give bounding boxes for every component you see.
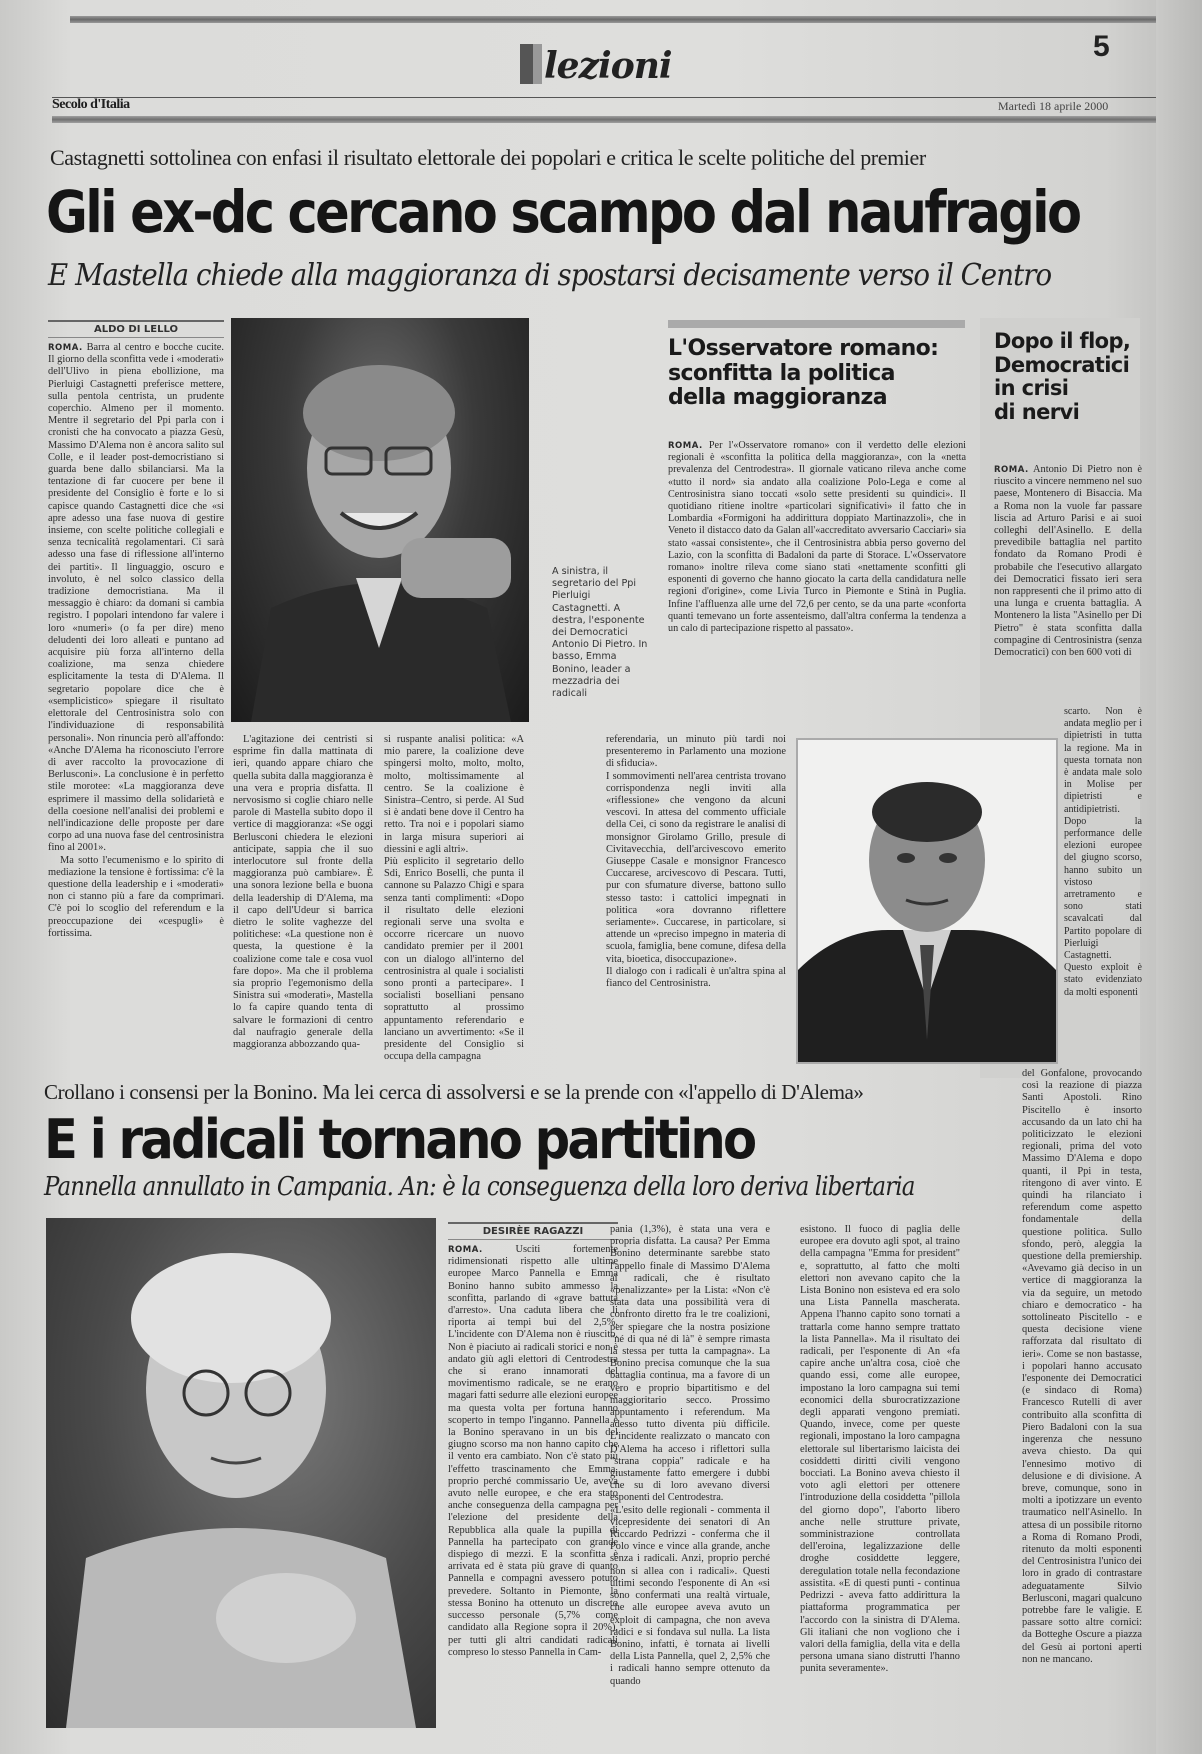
democratici-text-top: Antonio Di Pietro non è riuscito a vincere nemmeno nel suo paese, Montenero di Bisaccia. Ma a Roma non la vuole far passare liscia ad Arturo Parisi e ai suoi colleghi dell'Asinello. E della prevedibile battaglia nel partito fondato da Romano Prodi è probabile che l'esecutivo allargato dei Democratici fissato ieri sera non rappresenti che il primo atto di una lunga e cruenta battaglia. A Montenero la lista "Asinello per Di Pietro" è stata sconfitta dalla compagine di Centrosinistra (senza Democratici) con ben 600 voti di xyxy=(994,464,1142,659)
photo-bonino xyxy=(46,1218,436,1728)
photo-castagnetti xyxy=(231,318,529,722)
article2-byline: DESIRÈE RAGAZZI xyxy=(448,1222,618,1240)
photo-di-pietro-illustration xyxy=(798,740,1056,1062)
article2-deck: Pannella annullato in Campania. An: è la conseguenza della loro deriva libertaria xyxy=(44,1172,915,1202)
page-number: 5 xyxy=(1093,30,1110,63)
osservatore-body xyxy=(668,440,966,678)
article2-headline: E i radicali tornano partitino xyxy=(44,1108,755,1171)
article2-kicker: Crollano i consensi per la Bonino. Ma lei cerca di assolversi e se la prende con «l'appello di D'Alema» xyxy=(44,1080,864,1104)
masthead-bottom-rule xyxy=(52,116,1156,123)
masthead-thin-rule xyxy=(52,97,1156,98)
photo-caption: A sinistra, il segretario del Ppi Pierluigi Castagnetti. A destra, l'esponente dei Democratici Antonio Di Pietro. In basso, Emma Bonino, leader a mezzadria dei radicali xyxy=(552,566,648,700)
democratici-body-bottom: del Gonfalone, provocando così la reazione di piazza Santi Apostoli. Rino Piscitello è insorto accusando da un lato chi ha politicizzato le elezioni regionali, prima del voto Massimo D'Alema e dopo quanti, il Ppi in testa, ritengono di aver vinto. E quindi ha rilanciato i referendum come aspetto fondamentale della questione politica. Sullo sfondo, però, aleggia la questione della premiership. «Avevamo già deciso in un vertice di maggioranza la via da seguire, un metodo chiaro e democratico - ha sottolineato Piscitello - e questa decisione viene rafforzata dal risultato di ieri». Come se non bastasse, i popolari hanno accusato l'esponente dei Democratici (e sindaco di Roma) Francesco Rutelli di aver contribuito alla sconfitta di Piero Badaloni con la sua ingerenza che nessuno aveva chiesto. Da qui l'ennesimo motivo di delusione e di divisione. A breve, comunque, sono in molti a ipotizzare un evento traumatico nell'Asinello. In attesa di un possibile ritorno a Roma di Romano Prodi, ritenuto da molti esponenti del Centrosinistra l'unico dei loro in grado di contrastare adeguatamente Silvio Berlusconi, magari qualcuno potrebbe fare le valigie. E passare sotto altre cornici: da Botteghe Oscure a piazza del Gesù ai portoni aperti non ne mancano. xyxy=(1022,1068,1142,1665)
article1-headline: Gli ex-dc cercano scampo dal naufragio xyxy=(46,178,1080,246)
article1-column-1 xyxy=(48,342,224,1040)
democratici-headline-line: Democratici xyxy=(994,352,1130,377)
democratici-body-top xyxy=(994,464,1142,704)
article1-byline: ALDO DI LELLO xyxy=(48,320,224,338)
osservatore-text: Per l'«Osservatore romano» con il verdetto delle elezioni regionali è «sconfitta la politica della maggioranza», con la «netta prevalenza del Centrodestra». Il giornale vaticano rileva anche come «tutto il nord» sia andato alla coalizione Polo-Lega e come al Centrosinistra siano toccati «solo sette presidenti su quindici». Il quotidiano ritiene inoltre «particolari significativi» il fatto che in Lombardia «Formigoni ha addirittura doppiato Martinazzoli», che in Veneto il distacco dato da Galan all'«accreditato avversario Cacciari» sia stato «assai consistente», che il Centrosinistra abbia perso governo del Lazio, con la sconfitta di Badaloni da parte di Storace. L'«Osservatore romano» inoltre rileva come siano stati «nettamente sconfitti gli esponenti di governo che hanno giocato la carta della candidatura nelle regioni d'origine», come Livia Turco in Piemonte e Stinà in Puglia. Infine l'affluenza alle urne del 72,6 per cento, se da una parte «conforta quanti temevano un forte assenteismo, dall'altra conferma la tendenza a un calo di partecipazione rispetto al passato». xyxy=(668,440,967,635)
photo-castagnetti-illustration xyxy=(231,318,529,722)
osservatore-headline-line: sconfitta la politica xyxy=(668,360,895,386)
article1-kicker: Castagnetti sottolinea con enfasi il risultato elettorale dei popolari e critica le scelte politiche del premier xyxy=(50,145,926,170)
democratici-headline-line: Dopo il flop, xyxy=(994,329,1131,353)
article1-deck: E Mastella chiede alla maggioranza di spostarsi decisamente verso il Centro xyxy=(48,258,1052,293)
article2-dateline: ROMA. xyxy=(448,1245,483,1255)
photo-bonino-illustration xyxy=(46,1218,436,1728)
democratici-body-narrow: scarto. Non è andata meglio per i dipietristi in tutta la regione. Ma in questa tornata non è andata male solo in Molise per dipietristi e antidipietristi. Dopo la performance delle elezioni europee del giugno scorso, hanno subito un vistoso arretramento e sono stati scavalcati dal Partito popolare di Pierluigi Castagnetti. Questo exploit è stato evidenziato da molti esponenti xyxy=(1064,706,1142,998)
article1-col1-text-b: Il segretario popolare dice che è «semplicistico» spiegare il risultato elettorale del Centrosinistra solo con l'individuazione di responsabilità personali». Non rinuncia però all'affondo: «Anche D'Alema ha riconosciuto l'errore di aver raccolto la provocazione di Berlusconi». La conclusione è in perfetto stile morotee: «La maggioranza deve esprimere il massimo della solidarietà e della coesione nell'analisi dei problemi e nell'indicazione delle proposte per dare corpo ad una nuova fase del centrosinistra fino al 2001». xyxy=(48,671,224,854)
article1-dateline: ROMA. xyxy=(48,343,83,353)
article1-col1-text-a: Barra al centro e bocche cucite. Il giorno della sconfitta vede i «moderati» dell'Ulivo in piena ebollizione, ma Pierluigi Castagnetti preferisce mettere, sulla pentola centrista, un prudente coperchio. Almeno per il momento. Mentre il segretario del Ppi parla con i cronisti che ha convocato a piazza Gesù, Massimo D'Alema non è ancora salito sul Colle, e il leader post-democristiano si guarda bene dallo sbilanciarsi. Ma la tentazione di far cuocere per bene il presidente del Consiglio è forte e lo si capisce quando Castagnetti dice che «si apre adesso una fase nuova di gestire insieme, con scelte politiche collegiali e senza tecnicalità regolamentari. Ci sarà adesso una fase di riflessione all'interno dei partiti». Il linguaggio, oscuro e involuto, è nel solco classico della tradizione democristiana. Ma il messaggio è chiaro: da domani si cambia registro. I popolari intendono far valere i loro «numeri» (o fa per dire) meno deludenti dei loro alleati e puntano ad acquisire più forza all'interno della coalizione, ma senza chiedere esplicitamente la testa di D'Alema. xyxy=(48,342,224,683)
osservatore-dateline: ROMA. xyxy=(668,441,703,451)
democratici-headline-line: di nervi xyxy=(994,399,1080,424)
article1-col1-text-c: Ma sotto l'ecumenismo e lo spirito di mediazione la tensione è fortissima: c'è la questione della leadership e i «moderati» non ci stanno più a fare da comprimari. C'è poi lo scoglio del referendum e la preoccupazione dei «cespugli» è fortissima. xyxy=(48,854,224,939)
top-rule xyxy=(70,16,1156,23)
osservatore-headline-line: L'Osservatore romano: xyxy=(668,336,939,361)
democratici-headline xyxy=(994,330,1130,424)
article1-column-2: L'agitazione dei centristi si esprime fin dalla mattinata di ieri, quando appare chiaro che quella subita dalla maggioranza è una vera e propria disfatta. Il nervosismo si coglie chiaro nelle parole di Mastella subito dopo il vertice di maggioranza: «Se oggi Berlusconi chiedera le elezioni anticipate, sappia che il suo interlocutore sul fronte della maggioranza può cambiare». È una sonora lezione bella e buona della leadership di D'Alema, ma il capo dell'Udeur si barrica dietro le solite vaghezze del politichese: «La questione non è questa, la questione è la coalizione come tale e cosa vuol fare dopo». Ma che il problema sia proprio l'egemonismo della Sinistra sui «moderati», Mastella lo fa capire quando tenta di salvare le formazioni di centro dal naufragio generale della maggioranza abbozzando qua- xyxy=(233,734,373,1051)
democratici-headline-line: in crisi xyxy=(994,376,1069,401)
article1-column-4: referendaria, un minuto più tardi noi presenteremo in Parlamento una mozione di sfiducia». I sommovimenti nell'area centrista trovano corrispondenza negli inviti alla «riflessione» che vengono da alcuni vescovi. In attesa del commento ufficiale della Cei, ci sono da registrare le analisi di monsignor Girolamo Grillo, presule di Civitavecchia, dell'arcivescovo emerito Giuseppe Casale e monsignor Francesco Cuccarese, arcivescovo di Pescara. Tutti, pur con sfumature diverse, battono sullo stesso tasto: i cattolici impegnati in politica «ora dovranno riflettere seriamente». Cuccarese, in particolare, si attende un «preciso impegno in materia di scuola, famiglia, bene comune, difesa della vita, bioetica, disoccupazione». Il dialogo con i radicali è un'altra spina al fianco del Centrosinistra. xyxy=(606,734,786,990)
article2-column-2: pania (1,3%), è stata una vera e propria disfatta. La causa? Per Emma Bonino determinante sarebbe stato l'appello finale di Massimo D'Alema ai radicali, che è risultato «penalizzante» per la Lista: «Non c'è stata data una possibilità vera di confronto diretto fra le tre coalizioni, per spiegare che la nostra posizione "né di qua né di là" è sempre rimasta la stessa per tutta la campagna». La Bonino precisa comunque che la sua battaglia continua, ma a favore di un vero e proprio bipartitismo e del maggioritario secco. Prossimo appuntamento i referendum. Ma adesso tutto diventa più difficile. L'incidente realizzato o mancato con D'Alema ha acceso i riflettori sulla "strana coppia" radicale e ha giustamente fatto emergere i dubbi che su di loro avevano diversi esponenti del Centrodestra. «L'esito delle regionali - commenta il vicepresidente dei senatori di An Riccardo Pedrizzi - conferma che il Polo vince e vince alla grande, anche senza i radicali. Anzi, proprio perché non si allea con i radicali». Questi ultimi secondo l'esponente di An «si sono confermati una realtà virtuale, che alle europee aveva avuto un exploit di campagna, che non aveva radici e si fondava sul nulla. La lista Bonino, infatti, è tornata ai livelli della Lista Pannella, quel 2, 2,5% che i radicali hanno sempre ottenuto da quando xyxy=(610,1224,770,1687)
section-initial-block xyxy=(520,44,542,84)
article2-col1-text: Usciti fortemente ridimensionati rispetto alle ultime europee Marco Pannella e Emma Bonino hanno subito ammesso la sconfitta, parlando di «grave battuta d'arresto». Una caduta libera che li riporta ai tempi bui del 2,5%. L'incidente con D'Alema non è riuscito. Non è piaciuto ai radicali storici e non è andato giù agli elettori di Centrodestra che si erano innamorati del movimentismo radicale, se ne erano magari fatti sedurre alle elezioni europee ma questa volta per fortuna hanno scoperto in tempo l'inganno. Pannella e la Bonino speravano in un bis del giugno scorso ma non hanno capito che il vento era cambiato. Non c'è stato più l'effetto trascinamento che Emma, proprio perché commissario Ue, aveva avuto nelle europee, e che era stato anche conseguenza della campagna per l'elezione del presidente della Repubblica alla quale la pupilla di Pannella ha partecipato con grande dispiego di mezzi. E la sconfitta è arrivata ed è stata più grave di quanto Pannella e compagni avessero potuto prevedere. Soltanto in Piemonte, la stessa Bonino ha ottenuto un discreto successo personale (5,7% come candidato alla Regione sopra il 20%), per tutti gli altri candidati radicali compreso lo stesso Pannella in Cam- xyxy=(448,1244,618,1658)
article2-column-1 xyxy=(448,1244,618,1726)
section-title-text: lezioni xyxy=(544,45,672,87)
osservatore-headline-line: della maggioranza xyxy=(668,385,887,411)
photo-di-pietro xyxy=(796,738,1058,1064)
article1-column-3: si ruspante analisi politica: «A mio parere, la coalizione deve spingersi molto, molto, molto, molto, moltissimamente al centro. Se la coalizione è Sinistra–Centro, si perde. Al Sud si è andati bene dove il Centro ha retto. Tra noi e i popolari siamo in larga misura superiori ai diessini e agli altri». Più esplicito il segretario dello Sdi, Enrico Boselli, che punta il cannone su Palazzo Chigi e spara senza tanti complimenti: «Dopo il risultato delle elezioni regionali serve una svolta e occorre ricercare un nuovo candidato premier per il 2001 con un dialogo all'interno del centrosinistra al quale i socialisti sono pronti a partecipare». I socialisti boselliani pensano soprattutto al prossimo appuntamento referendario e lanciano un avvertimento: «Se il presidente del Consiglio si occupa della campagna xyxy=(384,734,524,1063)
osservatore-headline xyxy=(668,337,938,411)
page-edge-shadow xyxy=(1156,0,1202,1754)
paper-name: Secolo d'Italia xyxy=(52,97,130,112)
democratici-dateline: ROMA. xyxy=(994,465,1029,475)
issue-date: Martedì 18 aprile 2000 xyxy=(998,99,1109,113)
section-title xyxy=(520,44,672,87)
osservatore-top-rule xyxy=(668,320,965,328)
article2-column-3: esistono. Il fuoco di paglia delle europee era dovuto agli spot, al traino della campagna "Emma for president" e, soprattutto, al fatto che molti elettori non avevano capito che la Lista Bonino non esisteva ed era solo una Lista Pannella mascherata. Appena l'hanno capito sono tornati a trattarla come hanno sempre trattato la lista Pannella». Ma il risultato dei radicali, per l'esponente di An «fa capire anche un'altra cosa, cioè che quando essi, come alle europee, impostano la loro campagna sui temi economici della sburocratizzazione degli apparati vengono premiati. Quando, invece, come per queste regionali, impostano la loro campagna elettorale sul libertarismo laicista dei cosiddetti diritti civili vengono bocciati. La Bonino aveva chiesto il voto agli elettori per ottenere l'introduzione della cosiddetta "pillola del giorno dopo", l'aborto libero anche nelle strutture private, somministrazione controllata dell'eroina, legalizzazione delle droghe cosiddette leggere, deregulation totale nella fecondazione assistita. «E di questi punti - continua Pedrizzi - aveva fatto addirittura la piattaforma programmatica per l'accordo con la sinistra di D'Alema. Gli italiani che non vogliono che i valori della famiglia, della vita e della persona umana siano distrutti l'hanno punita severamente». xyxy=(800,1224,960,1675)
